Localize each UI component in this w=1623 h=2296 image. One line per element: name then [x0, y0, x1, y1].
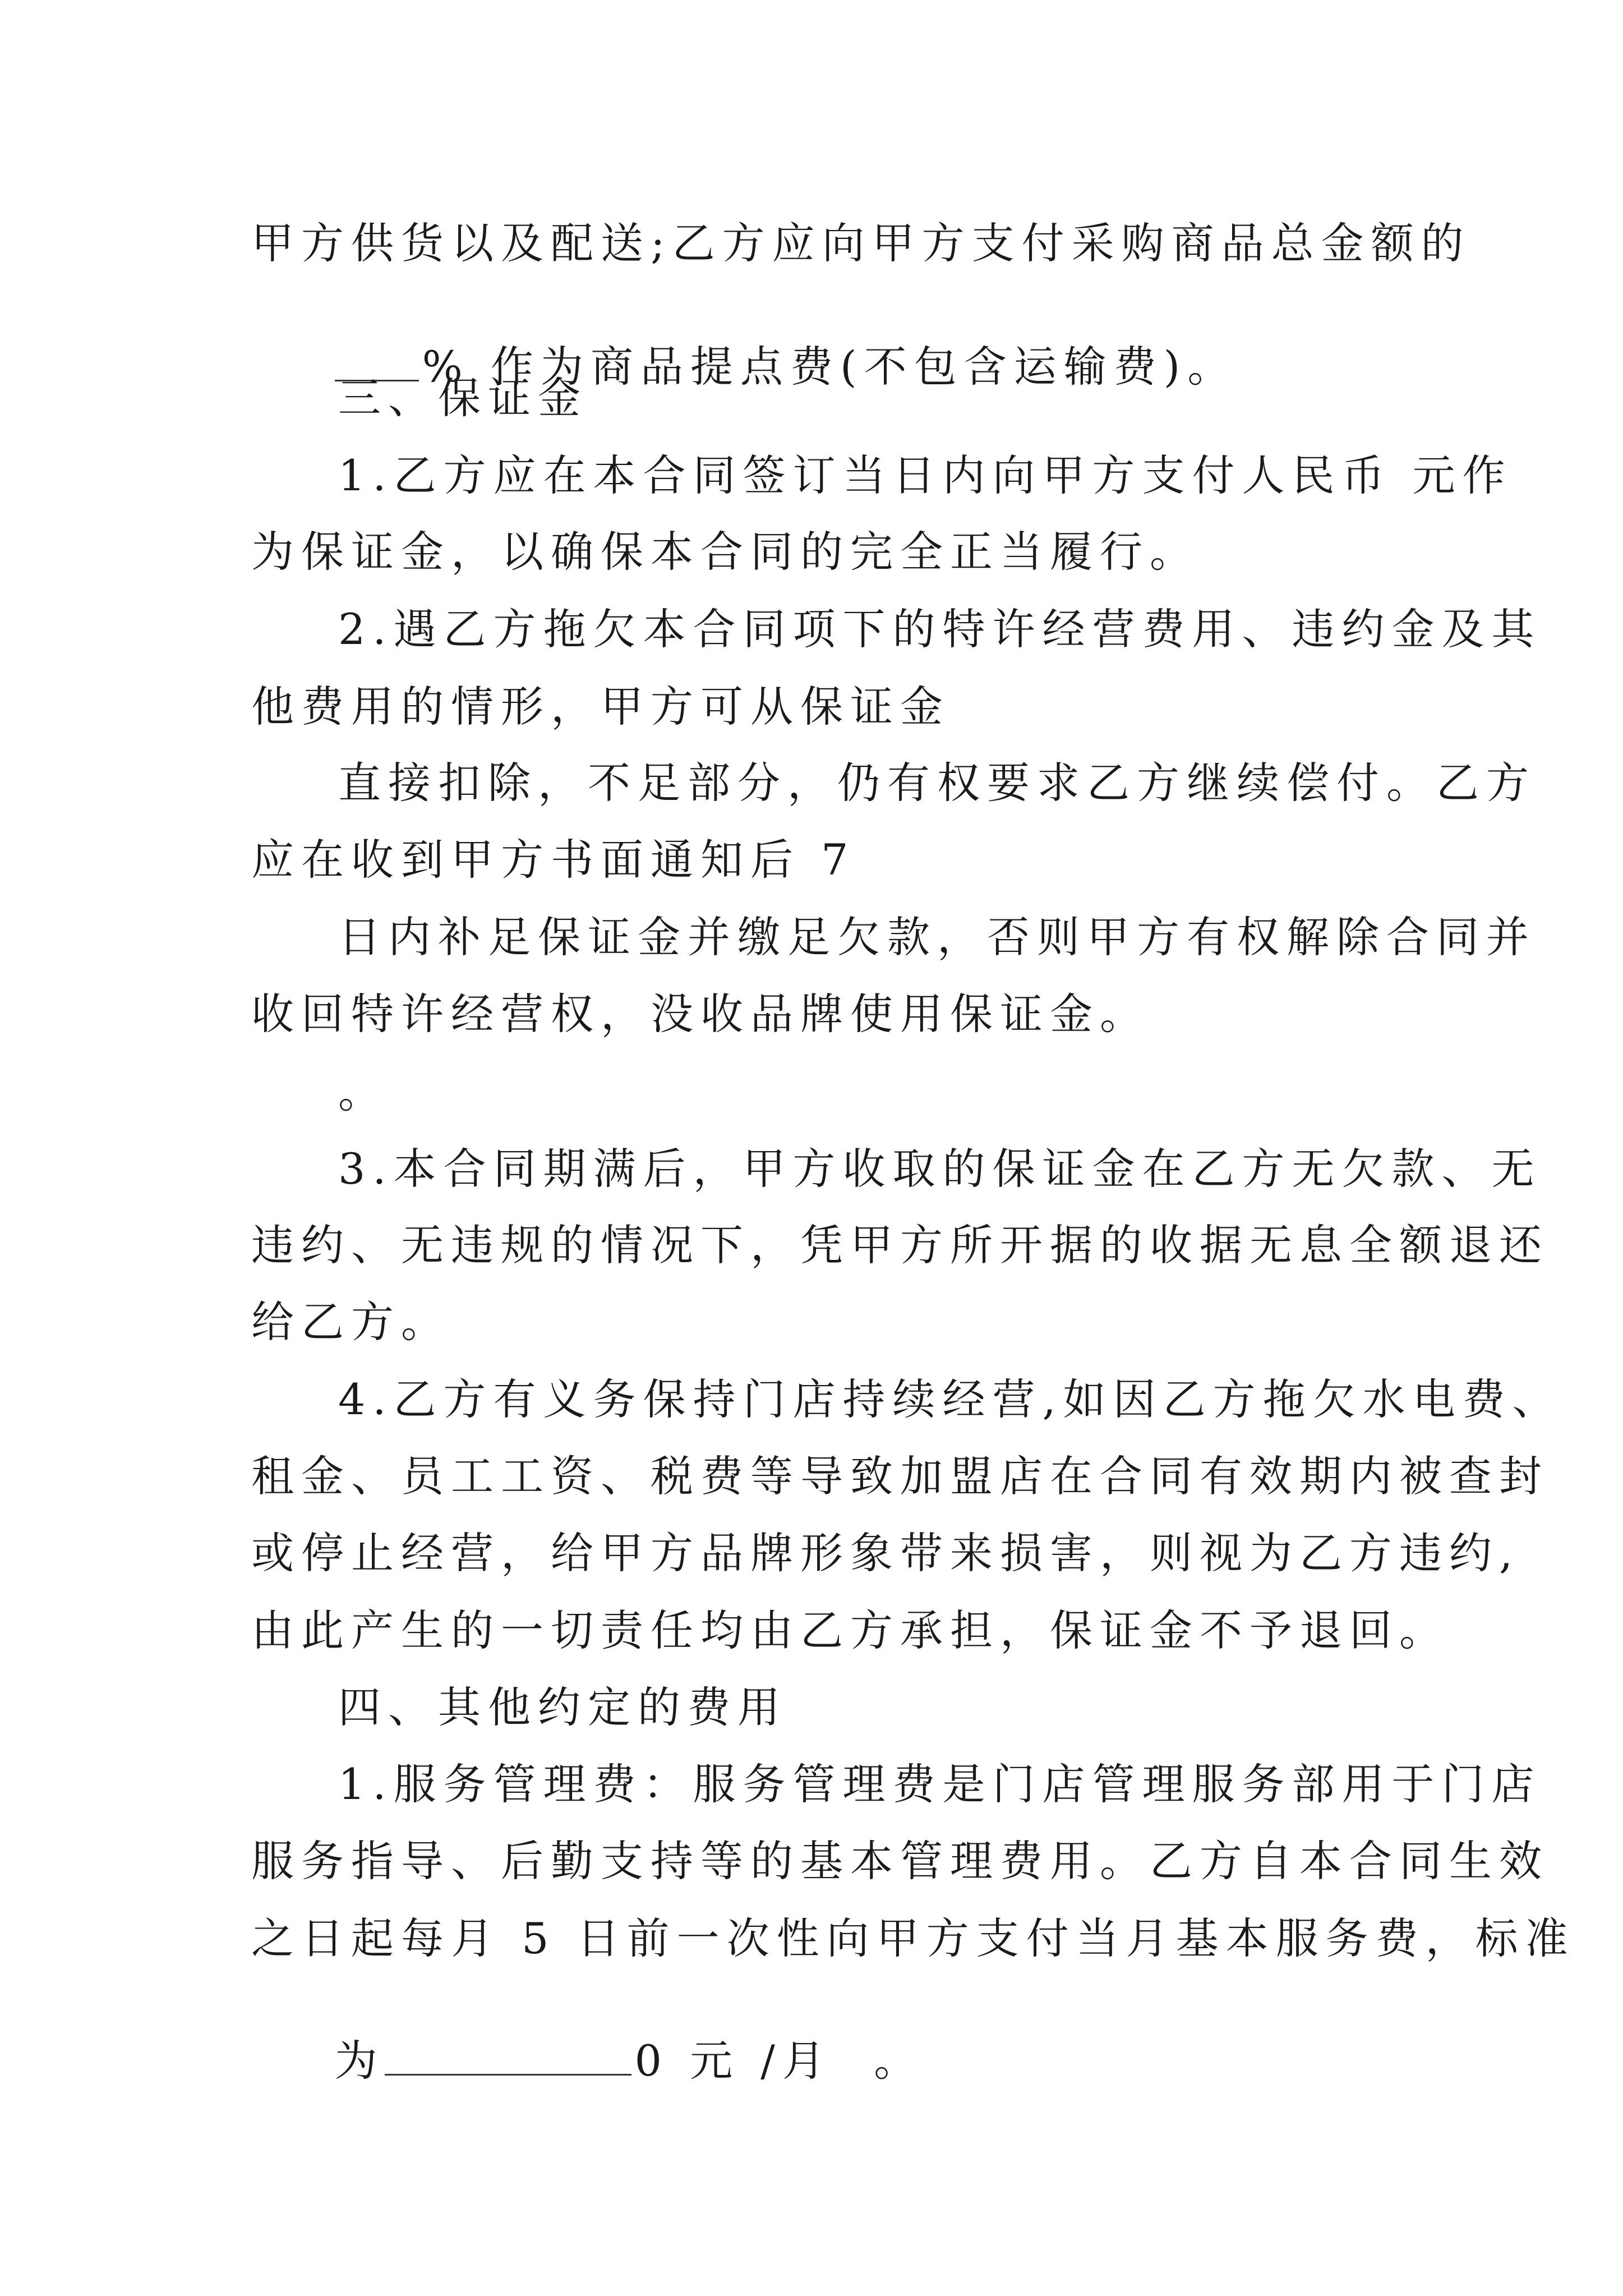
- section-heading: 三、保证金: [338, 373, 588, 423]
- paragraph-line: 收回特许经营权，没收品牌使用保证金。: [251, 989, 1150, 1039]
- paragraph-line: 甲方供货以及配送;乙方应向甲方支付采购商品总金额的: [251, 218, 1471, 268]
- paragraph-line: [251, 1994, 924, 2125]
- paragraph-line: 租金、员工工资、税费等导致加盟店在合同有效期内被查封: [251, 1451, 1549, 1501]
- paragraph-line: 之日起每月 5 日前一次性向甲方支付当月基本服务费，标准: [251, 1913, 1575, 1963]
- paragraph-line: 他费用的情形，甲方可从保证金: [251, 682, 950, 731]
- paragraph-line: 1.服务管理费：服务管理费是门店管理服务部用于门店: [338, 1759, 1542, 1809]
- paragraph-line: 4.乙方有义务保持门店持续经营,如因乙方拖欠水电费、: [338, 1374, 1562, 1424]
- line-text: 为: [334, 2036, 385, 2086]
- fill-in-blank: [385, 2037, 631, 2076]
- paragraph-line: 1.乙方应在本合同签订当日内向甲方支付人民币 元作: [338, 450, 1513, 500]
- paragraph-line: 2.遇乙方拖欠本合同项下的特许经营费用、违约金及其: [338, 604, 1542, 654]
- paragraph-line: 日内补足保证金并缴足欠款，否则甲方有权解除合同并: [338, 912, 1536, 962]
- paragraph-line: 。: [338, 1068, 388, 1117]
- paragraph-line: 直接扣除，不足部分，仍有权要求乙方继续偿付。乙方: [338, 758, 1536, 808]
- paragraph-line: 应在收到甲方书面通知后 7: [251, 835, 856, 885]
- paragraph-line: 给乙方。: [251, 1297, 451, 1347]
- paragraph-line: 由此产生的一切责任均由乙方承担，保证金不予退回。: [251, 1605, 1449, 1655]
- paragraph-line: 违约、无违规的情况下，凭甲方所开据的收据无息全额退还: [251, 1220, 1549, 1270]
- paragraph-line: 或停止经营，给甲方品牌形象带来损害，则视为乙方违约,: [251, 1528, 1520, 1578]
- section-heading: 四、其他约定的费用: [338, 1682, 787, 1732]
- paragraph-line: 服务指导、后勤支持等的基本管理费用。乙方自本合同生效: [251, 1836, 1549, 1886]
- line-text: % 作为商品提点费(不包含运输费)。: [422, 342, 1238, 392]
- line-text: 0 元 /月 。: [634, 2036, 924, 2086]
- paragraph-line: 为保证金，以确保本合同的完全正当履行。: [251, 527, 1200, 577]
- paragraph-line: 3.本合同期满后，甲方收取的保证金在乙方无欠款、无: [338, 1144, 1542, 1194]
